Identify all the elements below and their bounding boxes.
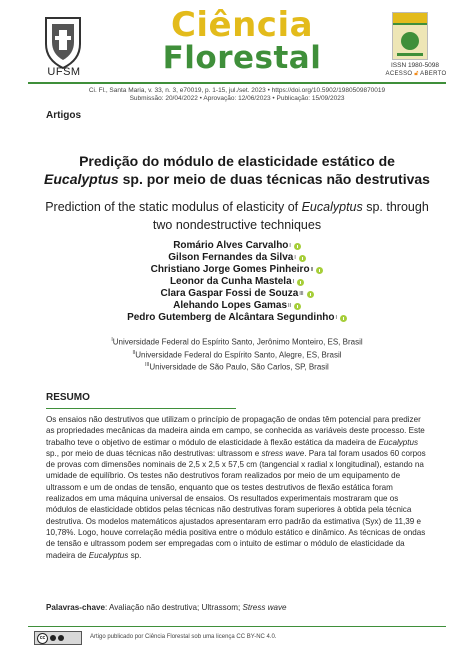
university-name: UFSM [47, 66, 81, 78]
ufsm-logo [40, 14, 86, 74]
author-name: Leonor da Cunha Mastela [169, 276, 292, 287]
orcid-icon[interactable] [307, 291, 314, 298]
header-divider [28, 82, 446, 84]
open-access-prefix: ACESSO [385, 71, 413, 77]
affiliation: $^{III}$Universidade de São Paulo, São Carlos, SP, Brasil [145, 362, 329, 372]
orcid-icon[interactable] [316, 267, 323, 274]
section-label: Artigos [46, 110, 81, 121]
article-title-en: Prediction of the static modulus of elasticity of Eucalyptus sp. through two nondestructive techniques [45, 200, 429, 232]
affiliation: $^{II}$Universidade Federal do Espírito Santo, Alegre, ES, Brasil [132, 349, 342, 360]
nc-icon [58, 635, 64, 641]
brand-line-1: Ciência [170, 5, 314, 45]
abstract-text: Os ensaios não destrutivos que utilizam o princípio de propagação de ondas têm potencial para predizer as propriedades mecânicas da madeira ainda em campo, se conhecida as variáveis deste processo. Este trabalho teve o objetivo de estimar o módulo de elasticidade à flexão estática da madeira de Eucalyptus sp., por meio de duas técnicas não destrutivas: ultrassom e stress wave. Para tal foram usados 60 corpos de provas com dimensões nominais de 2,5 x 2,5 x 57,5 cm (tangencial x radial x longitudinal), estando na umidade de equilíbrio. Os testes não destrutivos foram realizados por meio de um equipamento de ultrassom e um de ondas de tensão, enquanto que os testes destrutivos de flexão estática foram realizados em uma máquina universal de ensaios. Os resultados experimentais mostraram que os módulos de elasticidade obtidos pelas técnicas não destrutivas foram superiores à obtida pela técnica destrutiva. Os modelos matemáticos ajustados apresentaram erro padrão da estimativa (Syx) de 11,39 e 10,78%. Logo, houve correlação média positiva entre o módulo estático e dinâmico. As técnicas de ondas de tensão e ultrassom podem ser empregadas com o intuito de estimar o módulo de elasticidade da madeira de Eucalyptus sp. [46, 415, 426, 560]
cc-icon: cc [37, 633, 48, 644]
cc-by-nc-icon[interactable] [34, 631, 82, 645]
keywords-label: Palavras-chave [46, 603, 105, 612]
orcid-icon[interactable] [299, 255, 306, 262]
license-text: Artigo publicado por Ciência Florestal sob uma licença CC BY-NC 4.0. [90, 634, 277, 640]
open-access-badge[interactable] [376, 71, 456, 78]
orcid-icon[interactable] [294, 303, 301, 310]
article-title-pt: Predição do módulo de elasticidade estático de Eucalyptus sp. por meio de duas técnicas não destrutivas [44, 153, 430, 187]
author-row: Pedro Gutemberg de Alcântara Segundinho I [40, 312, 434, 324]
author-name: Romário Alves Carvalho [173, 240, 289, 251]
open-lock-icon: 🔓︎ [414, 71, 419, 77]
author-row: Leonor da Cunha Mastela I [40, 276, 434, 288]
author-row: Alehando Lopes Gamas II [40, 300, 434, 312]
issn-number: ISSN 1980-5098 [390, 62, 440, 69]
affiliations [40, 335, 434, 373]
journal-cover-thumbnail [392, 12, 428, 60]
author-list [40, 240, 434, 324]
citation-line[interactable]: Ci. Fl., Santa Maria, v. 33, n. 3, e70019, p. 1-15, jul./set. 2023 • https://doi.org/10.5902/1980509870019 [88, 87, 386, 94]
brand-line-2: Florestal [162, 40, 322, 76]
author-row: Clara Gaspar Fossi de Souza III [40, 288, 434, 300]
submission-dates: Submissão: 20/04/2022 • Aprovação: 12/06/2023 • Publicação: 15/09/2023 [129, 95, 345, 102]
by-icon [50, 635, 56, 641]
orcid-icon[interactable] [297, 279, 304, 286]
author-row: Christiano Jorge Gomes Pinheiro II [40, 264, 434, 276]
author-name: Gilson Fernandes da Silva [168, 252, 294, 263]
author-name: Christiano Jorge Gomes Pinheiro [150, 264, 310, 275]
journal-brand[interactable] [152, 5, 332, 76]
orcid-icon[interactable] [340, 315, 347, 322]
footer-divider [28, 626, 446, 627]
abstract-divider [46, 408, 236, 409]
author-row: Romário Alves Carvalho I [40, 240, 434, 252]
author-name: Alehando Lopes Gamas [173, 300, 288, 311]
author-name: Clara Gaspar Fossi de Souza [160, 288, 299, 299]
affiliation: $^I$Universidade Federal do Espírito Santo, Jerônimo Monteiro, ES, Brasil [111, 337, 363, 347]
author-row: Gilson Fernandes da Silva I [40, 252, 434, 264]
author-name: Pedro Gutemberg de Alcântara Segundinho [127, 312, 335, 323]
orcid-icon[interactable] [294, 243, 301, 250]
abstract-heading: RESUMO [46, 392, 90, 403]
open-access-suffix: ABERTO [420, 71, 447, 77]
keywords: Palavras-chave: Avaliação não destrutiva; Ultrassom; Stress wave [46, 603, 287, 612]
